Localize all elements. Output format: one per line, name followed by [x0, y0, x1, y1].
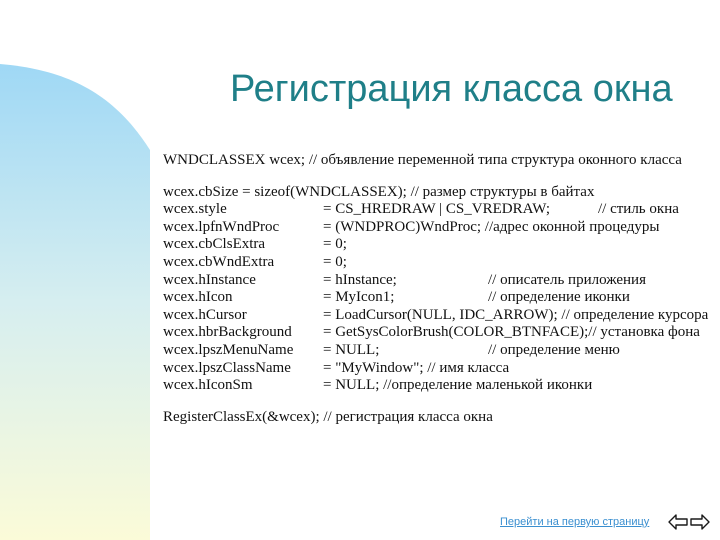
- field-name: wcex.style: [163, 201, 227, 218]
- field-value: = NULL; //определение маленькой иконки: [323, 377, 593, 394]
- code-line-field: [163, 219, 715, 237]
- code-line-field: [163, 254, 715, 272]
- code-line-field: [163, 289, 715, 307]
- field-name: wcex.cbClsExtra: [163, 236, 266, 253]
- field-name: wcex.hInstance: [163, 271, 256, 288]
- code-block: [163, 152, 715, 426]
- code-line-field: [163, 324, 715, 342]
- field-name: wcex.cbWndExtra: [163, 253, 275, 270]
- code-line-field: [163, 307, 715, 325]
- field-name: wcex.lpszMenuName: [163, 341, 294, 358]
- arrow-right-icon[interactable]: [690, 513, 710, 531]
- field-value: = CS_HREDRAW | CS_VREDRAW;: [323, 201, 550, 218]
- field-value: = NULL;: [323, 341, 380, 358]
- declaration-text: WNDCLASSEX wcex; // объявление переменной типа структура оконного класса: [163, 152, 682, 168]
- field-comment: // стиль окна: [598, 201, 679, 218]
- field-value: = "MyWindow"; // имя класса: [323, 359, 510, 376]
- field-value: = 0;: [323, 253, 347, 270]
- field-name: wcex.lpszClassName: [163, 359, 291, 376]
- field-value: = GetSysColorBrush(COLOR_BTNFACE);// установка фона: [323, 324, 700, 341]
- size-line-text: wcex.cbSize = sizeof(WNDCLASSEX); // размер структуры в байтах: [163, 183, 595, 200]
- code-line-field: [163, 377, 715, 395]
- code-line-field: [163, 201, 715, 219]
- slide-title: Регистрация класса окна: [230, 68, 673, 110]
- code-line-field: [163, 360, 715, 378]
- field-comment: // определение иконки: [488, 289, 630, 306]
- field-value: = hInstance;: [323, 271, 397, 288]
- code-line-cbsize: [163, 184, 715, 202]
- field-name: wcex.hCursor: [163, 306, 247, 323]
- code-line-declaration: [163, 152, 715, 170]
- first-page-link[interactable]: Перейти на первую страницу: [500, 516, 650, 528]
- register-line-text: RegisterClassEx(&wcex); // регистрация класса окна: [163, 408, 493, 425]
- field-name: wcex.lpfnWndProc: [163, 218, 280, 235]
- field-value: = LoadCursor(NULL, IDC_ARROW); // определение курсора: [323, 306, 709, 323]
- field-name: wcex.hIconSm: [163, 377, 253, 394]
- field-comment: // описатель приложения: [488, 271, 646, 288]
- code-line-field: [163, 342, 715, 360]
- field-value: = 0;: [323, 236, 347, 253]
- field-comment: // определение меню: [488, 341, 620, 358]
- field-value: = MyIcon1;: [323, 289, 395, 306]
- code-line-register: [163, 409, 715, 427]
- code-line-field: [163, 272, 715, 290]
- code-line-field: [163, 236, 715, 254]
- field-name: wcex.hIcon: [163, 289, 233, 306]
- arrow-left-icon[interactable]: [668, 513, 688, 531]
- field-name: wcex.hbrBackground: [163, 324, 292, 341]
- field-value: = (WNDPROC)WndProc; //адрес оконной процедуры: [323, 218, 660, 235]
